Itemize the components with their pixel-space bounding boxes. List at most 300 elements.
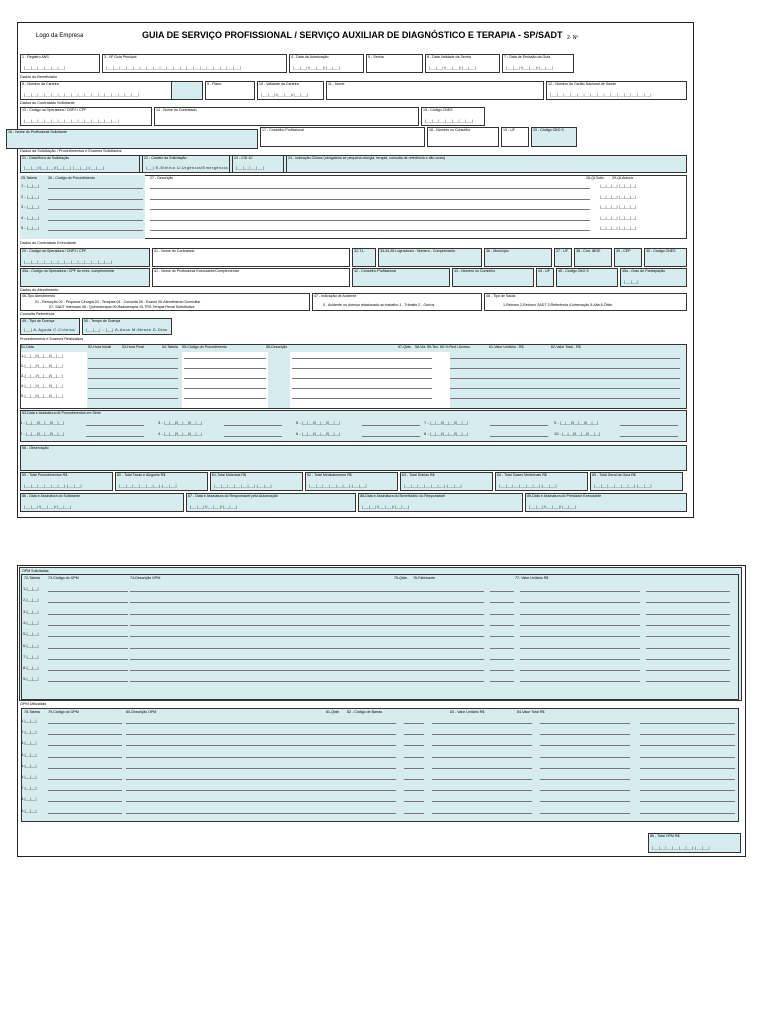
signature-label: 88-Data e Assinatura do Beneficiário ou Responsável — [360, 494, 446, 498]
data-hora-solicitacao-field[interactable]: 21 - Data/Hora da Solicitação |__|__|/|__|__|/|__|__| |__|__|:|__|__| — [20, 155, 140, 173]
opm-uti-row-descricao-line[interactable] — [126, 813, 396, 814]
solicitado-row-descricao-line[interactable] — [150, 199, 590, 200]
opm-uti-row-tabela[interactable]: 9-|__|__| — [21, 807, 37, 813]
exec-nome-contratado-field[interactable]: 31 - Nome do Contratado — [152, 248, 350, 267]
total-value: |__|__|__|__|__|__|,|__|__| — [214, 483, 272, 488]
solicitado-row-codigo-line[interactable] — [48, 188, 143, 189]
realizado-row-valor-line[interactable] — [450, 368, 680, 369]
total-opm-field[interactable]: 85 - Total OPM R$ |__|__|__|__|__|__|,|__|__| — [648, 833, 741, 853]
opm-uti-row-codigo-line[interactable] — [48, 745, 122, 746]
solicitado-row-tabela[interactable]: 3 - |__|__| — [21, 204, 39, 209]
guide-number: 2- Nº — [567, 35, 579, 41]
plano-field[interactable]: 9 - Plano — [205, 81, 255, 100]
opm-sol-row-tabela[interactable]: 2-|__|__| — [23, 597, 39, 603]
serie-date[interactable]: 1 - |__|__|/|__|__|/|__|__| — [20, 420, 65, 425]
total-label: 64 - Total Gases Medicinais R$ — [497, 473, 547, 477]
exec-grau-participacao-field[interactable]: 45a - Grau de Participação |__|__| — [620, 268, 687, 287]
opm-uti-row-unit-line[interactable] — [540, 745, 630, 746]
realizado-row-data[interactable]: 3-|__|__|/|__|__|/|__|__| — [21, 373, 63, 378]
opm-uti-row-codigo-line[interactable] — [48, 723, 122, 724]
serie-signature-line[interactable] — [362, 436, 420, 437]
opm-sol-row-valor-line[interactable] — [646, 602, 730, 603]
opm-uti-row-codigo-line[interactable] — [48, 790, 122, 791]
total-value: |__|__|__|__|__|__|,|__|__| — [309, 483, 367, 488]
opm-sol-header: 77- Valor Unitário R$ — [515, 576, 549, 580]
opm-sol-row-tabela[interactable]: 9-|__|__| — [23, 676, 39, 682]
opm-sol-row-codigo-line[interactable] — [48, 625, 128, 626]
total-value: |__|__|__|__|__|__|,|__|__| — [594, 483, 652, 488]
total-label: 61-Total Materiais R$ — [212, 473, 246, 477]
opm-solicitadas-panel: OPM Solicitadas — [19, 567, 742, 701]
real-header-red: 60-% Red./ Acresc. — [440, 345, 471, 349]
opm-uti-row-descricao-line[interactable] — [126, 790, 396, 791]
opm-sol-row-tabela[interactable]: 4-|__|__| — [23, 619, 39, 625]
solicitado-row-tabela[interactable]: 4 - |__|__| — [21, 214, 39, 220]
real-header-descricao: 56-Descrição — [266, 345, 288, 349]
guia-principal-field[interactable]: 3 - Nº Guia Principal |__|__|__|__|__|__|__|__|__|__|__|__|__|__|__|__|__|__|__|__| — [102, 54, 287, 73]
opm-uti-row-codigo-line[interactable] — [48, 813, 122, 814]
opm-sol-row-qtde-line[interactable] — [490, 636, 514, 637]
serie-signature-line[interactable] — [362, 425, 420, 426]
opm-sol-row-codigo-line[interactable] — [48, 602, 128, 603]
numero-carteira-field[interactable]: 8 - Número da Carteira |__|__|__|__|__|__|__|__|__|__|__|__|__|__|__|__|__| — [20, 81, 203, 100]
opm-sol-row-fabricante-line[interactable] — [520, 625, 640, 626]
realizado-row-data[interactable]: 1-|__|__|/|__|__|/|__|__| — [21, 353, 63, 358]
solicitado-row-qty[interactable]: |__|__|__| |__|__|__| — [600, 214, 637, 220]
solicitado-row-tabela[interactable]: 2 - |__|__| — [21, 193, 39, 199]
serie-signature-line[interactable] — [224, 425, 282, 426]
opm-uti-row-descricao-line[interactable] — [126, 801, 396, 802]
total-label: 60 - Total Taxas e Aluguéis R$ — [117, 473, 166, 477]
nome-beneficiario-field[interactable]: 11 - Nome — [326, 81, 544, 100]
opm-sol-row-fabricante-line[interactable] — [520, 648, 640, 649]
opm-sol-header: 74-Descrição OPM — [130, 576, 161, 580]
realizados-date-col — [21, 352, 87, 408]
serie-date[interactable]: 5 - |__|__|/|__|__|/|__|__| — [296, 420, 341, 425]
registro-ans-field[interactable]: 1 - Registro ANS |__|__|__|__|__|__| — [20, 54, 100, 73]
opm-uti-row-codigo-line[interactable] — [48, 757, 122, 758]
opm-uti-row-codigo-line[interactable] — [48, 768, 122, 769]
opm-sol-row-descricao-line[interactable] — [130, 636, 484, 637]
realizado-row-hora-line[interactable] — [88, 388, 178, 389]
solicitado-row-qty[interactable]: |__|__|__| |__|__|__| — [600, 183, 637, 188]
real-header-valor-unit: 61-Valor Unitário - R$ — [489, 345, 524, 349]
realizados-code-col — [182, 352, 268, 408]
data-autorizacao-field[interactable]: 4 - Data da Autorização |__|__|/|__|__|/|__|__| — [289, 54, 364, 73]
opm-sol-row-codigo-line[interactable] — [48, 636, 128, 637]
opm-uti-row-unit-line[interactable] — [540, 790, 630, 791]
opm-uti-row-tabela[interactable]: 3-|__|__| — [21, 740, 37, 746]
opm-sol-header: 73-Código do OPM — [48, 576, 79, 580]
opm-uti-row-qtde-line[interactable] — [404, 734, 424, 735]
opm-uti-row-qtde-line[interactable] — [404, 779, 424, 780]
exec-cbos-field[interactable]: 45 - Código CBO S — [556, 268, 618, 287]
opm-uti-header: 78-Tabela — [24, 710, 40, 714]
real-header-tec: 59-Tec. — [427, 345, 439, 349]
opm-sol-row-fabricante-line[interactable] — [520, 614, 640, 615]
opm-uti-row-descricao-line[interactable] — [126, 723, 396, 724]
opm-uti-row-tabela[interactable]: 1-|__|__| — [21, 718, 37, 723]
opm-sol-row-fabricante-line[interactable] — [520, 670, 640, 671]
total-field[interactable] — [590, 472, 683, 491]
opm-sol-row-tabela[interactable]: 1-|__|__| — [23, 586, 39, 591]
total-field[interactable] — [495, 472, 588, 491]
opm-sol-row-descricao-line[interactable] — [130, 659, 484, 660]
opm-uti-row-barras-line[interactable] — [432, 745, 532, 746]
opm-uti-row-total-line[interactable] — [640, 734, 735, 735]
opm-uti-row-tabela[interactable]: 8-|__|__| — [21, 796, 37, 802]
opm-uti-header: 81-Qtde. — [326, 710, 340, 714]
signature-field[interactable] — [186, 493, 356, 512]
tipo-atendimento-field[interactable]: 46-Tipo Atendimento 01 - Remoção 02 - Pequena Cirurgia 03 - Terapias 04 - Consulta 05 - Exame 06-Atendimento Domiciliar 07- SADT Internado 08 - Quimioterapia 09-Radioterapia 10-TRS-Terapia Renal Substitutiva — [20, 293, 310, 311]
opm-uti-header: 79-Código do OPM — [48, 710, 79, 714]
opm-uti-row-descricao-line[interactable] — [126, 757, 396, 758]
total-label: 59 - Total Procedimentos R$ — [22, 473, 68, 477]
total-value: |__|__|__|__|__|__|,|__|__| — [119, 483, 177, 488]
realizado-row-valor-line[interactable] — [450, 378, 680, 379]
opm-uti-row-unit-line[interactable] — [540, 757, 630, 758]
opm-uti-row-codigo-line[interactable] — [48, 779, 122, 780]
validade-carteira-field[interactable]: 10 - Validade da Carteira |__|__|/|__|__|/|__|__| — [257, 81, 324, 100]
opm-sol-row-fabricante-line[interactable] — [520, 602, 640, 603]
total-label: 65 - Total Geral da Guia R$ — [592, 473, 636, 477]
real-header-data: 51-Data — [21, 345, 34, 349]
realizado-row-hora-line[interactable] — [88, 378, 178, 379]
opm-uti-row-total-line[interactable] — [640, 723, 735, 724]
page-title: GUIA DE SERVIÇO PROFISSIONAL / SERVIÇO AUXILIAR DE DIAGNÓSTICO E TERAPIA - SP/SADT — [142, 30, 563, 40]
uf-field[interactable]: 19 - UF — [501, 127, 529, 147]
opm-sol-row-qtde-line[interactable] — [490, 670, 514, 671]
opm-uti-row-tabela[interactable]: 5-|__|__| — [21, 762, 37, 768]
solicitado-row-qty[interactable]: |__|__|__| |__|__|__| — [600, 225, 637, 230]
opm-uti-row-unit-line[interactable] — [540, 779, 630, 780]
signature-label: 87 - Data e Assinatura do Responsável pela Autorização — [188, 494, 278, 498]
opm-uti-header: 84-Valor Total R$ — [517, 710, 545, 714]
solicitado-row-descricao-line[interactable] — [150, 230, 590, 231]
opm-sol-row-qtde-line[interactable] — [490, 602, 514, 603]
opm-sol-row-valor-line[interactable] — [646, 670, 730, 671]
serie-signature-line[interactable] — [86, 436, 144, 437]
realizado-row-valor-line[interactable] — [450, 398, 680, 399]
opm-uti-row-qtde-line[interactable] — [404, 801, 424, 802]
opm-uti-row-barras-line[interactable] — [432, 723, 532, 724]
opm-sol-row-valor-line[interactable] — [646, 625, 730, 626]
opm-sol-row-qtde-line[interactable] — [490, 625, 514, 626]
opm-sol-header: 72-Tabela — [24, 576, 40, 580]
total-label: 63 - Total Diárias R$ — [402, 473, 435, 477]
opm-uti-row-unit-line[interactable] — [540, 723, 630, 724]
opm-utilizadas-table — [21, 708, 739, 822]
solicitado-row-descricao-line[interactable] — [150, 188, 590, 189]
opm-uti-row-total-line[interactable] — [640, 757, 735, 758]
carteira-highlight — [171, 81, 203, 100]
tempo-doenca-field[interactable]: 50 - Tempo de Doença |__|__| - |__| A-Anos M-Meses D-Dias — [82, 318, 172, 335]
total-value: |__|__|__|__|__|__|,|__|__| — [24, 483, 82, 488]
opm-uti-row-unit-line[interactable] — [540, 734, 630, 735]
total-field[interactable] — [210, 472, 303, 491]
serie-signature-line[interactable] — [620, 425, 678, 426]
realizado-row-data[interactable]: 5-|__|__|/|__|__|/|__|__| — [21, 393, 63, 398]
serie-date[interactable]: 7 - |__|__|/|__|__|/|__|__| — [424, 420, 469, 425]
senha-field[interactable]: 5 - Senha — [366, 54, 423, 73]
realizado-row-descricao-line[interactable] — [292, 398, 432, 399]
realizado-row-hora-line[interactable] — [88, 368, 178, 369]
exec-complementar-field[interactable]: 40a - Código na Operadora / CPF do exec. complementar — [20, 268, 150, 287]
realizado-row-descricao-line[interactable] — [292, 378, 432, 379]
real-header-tabela: 54-Tabela — [162, 345, 178, 349]
tipo-doenca-field[interactable]: 49 - Tipo de Doença |__| A-Aguda C-Crônica — [20, 318, 80, 335]
opm-uti-row-total-line[interactable] — [640, 801, 735, 802]
opm-sol-row-fabricante-line[interactable] — [520, 636, 640, 637]
solicitado-row-qty[interactable]: |__|__|__| |__|__|__| — [600, 204, 637, 209]
cid-10-field[interactable]: 23 - CID 10 |__|__|__|__| — [232, 155, 284, 173]
opm-sol-row-valor-line[interactable] — [646, 614, 730, 615]
realizado-row-hora-line[interactable] — [88, 358, 178, 359]
opm-sol-row-valor-line[interactable] — [646, 681, 730, 682]
opm-uti-row-qtde-line[interactable] — [404, 813, 424, 814]
solicitado-row-qty[interactable]: |__|__|__| |__|__|__| — [600, 193, 637, 199]
serie-date[interactable]: 10 - |__|__|/|__|__|/|__|__| — [554, 431, 601, 436]
opm-sol-row-valor-line[interactable] — [646, 636, 730, 637]
validade-senha-field[interactable]: 6 - Data Validade da Senha |__|__|/|__|__|/|__|__| — [425, 54, 500, 73]
indicacao-acidente-field[interactable]: 47 - Indicação de Acidente 0 - Acidente ou doença relacionado ao trabalho 1 - Trânsito 2 - Outros — [312, 293, 482, 311]
opm-sol-row-qtde-line[interactable] — [490, 681, 514, 682]
opm-sol-row-descricao-line[interactable] — [130, 591, 484, 592]
opm-uti-row-qtde-line[interactable] — [404, 745, 424, 746]
exec-uf-field[interactable]: 37 - UF — [554, 248, 572, 267]
opm-uti-row-barras-line[interactable] — [432, 779, 532, 780]
opm-uti-row-unit-line[interactable] — [540, 813, 630, 814]
opm-sol-row-fabricante-line[interactable] — [520, 659, 640, 660]
serie-signature-line[interactable] — [490, 425, 548, 426]
data-emissao-field[interactable]: 7 - Data de Emissão da Guia |__|__|/|__|__|/|__|__| — [502, 54, 574, 73]
opm-sol-row-valor-line[interactable] — [646, 648, 730, 649]
solicitado-row-tabela[interactable]: 5 - |__|__| — [21, 225, 39, 230]
opm-uti-row-total-line[interactable] — [640, 768, 735, 769]
opm-uti-row-tabela[interactable]: 4-|__|__| — [21, 751, 37, 757]
solicitado-row-codigo-line[interactable] — [48, 230, 143, 231]
indicacao-clinica-field[interactable]: 24 - Indicação Clínica (obrigatório se pequena cirurgia, terapia, consulta de referência e alto custo) — [286, 155, 687, 173]
opm-uti-row-qtde-line[interactable] — [404, 757, 424, 758]
serie-date[interactable]: 8 - |__|__|/|__|__|/|__|__| — [424, 431, 469, 436]
exec-ibge-field[interactable]: 38 - Cód. IBGE — [574, 248, 612, 267]
opm-uti-header: 83 - Valor Unitário R$ — [450, 710, 485, 714]
serie-signature-line[interactable] — [224, 436, 282, 437]
signature-field[interactable] — [525, 493, 687, 512]
col-header-qt-autoriz: 29-Qt.Autoriz — [612, 176, 634, 180]
signature-label: 86 - Data e Assinatura do Solicitante — [22, 494, 81, 498]
exec-cep-field[interactable]: 39 - CEP — [614, 248, 642, 267]
codigo-operadora-field[interactable]: 13 - Código na Operadora / CNPJ / CPF |__|__|__|__|__|__|__|__|__|__|__|__|__|__| — [20, 107, 152, 126]
exec-uf2-field[interactable]: 44 - UF — [536, 268, 554, 287]
real-header-via: 58-Via — [415, 345, 426, 349]
signature-field[interactable] — [20, 493, 184, 512]
exec-codigo-operadora-field[interactable]: 29 - Código na Operadora / CNPJ / CPF |__|__|__|__|__|__|__|__|__|__|__|__|__| — [20, 248, 150, 267]
realizado-row-valor-line[interactable] — [450, 358, 680, 359]
cbos-field[interactable]: 20 - Código CBO S — [531, 127, 577, 147]
opm-sol-row-tabela[interactable]: 3-|__|__| — [23, 608, 39, 614]
cartao-nacional-field[interactable]: 12 - Número do Cartão Nacional de Saúde |__|__|__|__|__|__|__|__|__|__|__|__|__|__|__| — [546, 81, 687, 100]
opm-uti-row-descricao-line[interactable] — [126, 745, 396, 746]
company-logo: Logo da Empresa — [36, 33, 84, 39]
serie-signature-line[interactable] — [86, 425, 144, 426]
exec-numero-conselho-field[interactable]: 43 - Número no Conselho — [452, 268, 534, 287]
total-value: |__|__|__|__|__|__|,|__|__| — [404, 483, 462, 488]
exec-municipio-field[interactable]: 36 - Município — [484, 248, 552, 267]
opm-uti-row-total-line[interactable] — [640, 813, 735, 814]
opm-uti-row-codigo-line[interactable] — [48, 801, 122, 802]
signature-field[interactable] — [358, 493, 523, 512]
profissional-solicitante-field[interactable]: 16 - Nome do Profissional Solicitante — [6, 129, 258, 149]
real-header-hora-final: 53-Hora Final — [122, 345, 144, 349]
realizado-row-valor-line[interactable] — [450, 388, 680, 389]
realizado-row-codigo-line[interactable] — [184, 358, 266, 359]
cnes-field[interactable]: 15 - Código CNES |__|__|__|__|__|__|__| — [421, 107, 485, 126]
total-field[interactable] — [305, 472, 398, 491]
opm-sol-row-qtde-line[interactable] — [490, 659, 514, 660]
realizado-row-codigo-line[interactable] — [184, 368, 266, 369]
col-header-codigo: 26 - Código do Procedimento — [48, 176, 95, 180]
opm-sol-row-qtde-line[interactable] — [490, 648, 514, 649]
real-header-qtde: 57-Qtde. — [398, 345, 412, 349]
section-contratado-executante: Dados do Contratado Executante — [20, 241, 77, 245]
real-header-valor-total: 62-Valor Total - R$ — [551, 345, 581, 349]
realizado-row-codigo-line[interactable] — [184, 398, 266, 399]
serie-date[interactable]: 2 - |__|__|/|__|__|/|__|__| — [20, 431, 65, 436]
opm-uti-row-barras-line[interactable] — [432, 734, 532, 735]
solicitado-row-descricao-line[interactable] — [150, 220, 590, 221]
serie-date[interactable]: 4 - |__|__|/|__|__|/|__|__| — [158, 431, 203, 436]
solicitado-row-descricao-line[interactable] — [150, 209, 590, 210]
observacao-field[interactable]: 58 - Observação — [20, 445, 687, 471]
exec-cnes-field[interactable]: 40 - Código CNES — [644, 248, 687, 267]
conselho-profissional-field[interactable]: 17 - Conselho Profissional — [260, 127, 425, 147]
exec-tl-field[interactable]: 32-T.L. — [352, 248, 376, 267]
opm-sol-row-codigo-line[interactable] — [48, 648, 128, 649]
serie-date[interactable]: 6 - |__|__|/|__|__|/|__|__| — [296, 431, 341, 436]
realizado-row-data[interactable]: 4-|__|__|/|__|__|/|__|__| — [21, 383, 63, 388]
opm-uti-row-tabela[interactable]: 2-|__|__| — [21, 729, 37, 735]
opm-sol-row-qtde-line[interactable] — [490, 591, 514, 592]
opm-sol-row-codigo-line[interactable] — [48, 659, 128, 660]
serie-date[interactable]: 9 - |__|__|/|__|__|/|__|__| — [554, 420, 599, 425]
numero-conselho-field[interactable]: 18 - Número no Conselho — [427, 127, 499, 147]
opm-uti-row-barras-line[interactable] — [432, 790, 532, 791]
opm-uti-row-total-line[interactable] — [640, 779, 735, 780]
total-field[interactable] — [20, 472, 113, 491]
section-beneficiario: Dados do Beneficiário — [20, 75, 58, 79]
realizados-desc-col — [290, 352, 450, 408]
opm-uti-row-descricao-line[interactable] — [126, 779, 396, 780]
total-field[interactable] — [115, 472, 208, 491]
section-consulta: Consulta Referência — [20, 312, 55, 316]
opm-sol-row-valor-line[interactable] — [646, 659, 730, 660]
opm-sol-row-qtde-line[interactable] — [490, 614, 514, 615]
opm-uti-row-unit-line[interactable] — [540, 801, 630, 802]
opm-sol-row-tabela[interactable]: 5-|__|__| — [23, 631, 39, 637]
opm-sol-row-fabricante-line[interactable] — [520, 591, 640, 592]
opm-sol-row-codigo-line[interactable] — [48, 614, 128, 615]
serie-signature-line[interactable] — [490, 436, 548, 437]
opm-uti-row-total-line[interactable] — [640, 745, 735, 746]
realizado-row-hora-line[interactable] — [88, 398, 178, 399]
opm-sol-header: 76-Fabricante — [413, 576, 436, 580]
serie-signature-line[interactable] — [620, 436, 678, 437]
solicitado-row-tabela[interactable]: 1 - |__|__| — [21, 183, 39, 188]
opm-sol-row-descricao-line[interactable] — [130, 625, 484, 626]
opm-sol-row-codigo-line[interactable] — [48, 670, 128, 671]
opm-sol-row-valor-line[interactable] — [646, 591, 730, 592]
opm-uti-row-barras-line[interactable] — [432, 768, 532, 769]
opm-uti-row-qtde-line[interactable] — [404, 790, 424, 791]
solicitado-row-codigo-line[interactable] — [48, 209, 143, 210]
opm-uti-row-barras-line[interactable] — [432, 757, 532, 758]
opm-sol-row-tabela[interactable]: 8-|__|__| — [23, 665, 39, 671]
opm-uti-row-unit-line[interactable] — [540, 768, 630, 769]
opm-uti-row-qtde-line[interactable] — [404, 768, 424, 769]
opm-uti-header: 82 - Código de Barras — [347, 710, 383, 714]
opm-uti-header: 80-Descrição OPM — [126, 710, 157, 714]
exec-conselho-field[interactable]: 42 - Conselho Profissional — [352, 268, 450, 287]
realizado-row-descricao-line[interactable] — [292, 388, 432, 389]
serie-date[interactable]: 3 - |__|__|/|__|__|/|__|__| — [158, 420, 203, 425]
opm-uti-row-total-line[interactable] — [640, 790, 735, 791]
section-procedimentos: Procedimentos e Exames Realizados — [20, 337, 84, 341]
section-contratado-solicitante: Dados do Contratado Solicitante — [20, 101, 75, 105]
tipo-saida-field[interactable]: 48 - Tipo de Saída 1-Retorno 2-Retorno SADT 3-Referência 4-Internação 5-Alta 6-Óbito — [484, 293, 687, 311]
solicitado-row-codigo-line[interactable] — [48, 220, 143, 221]
nome-contratado-field[interactable]: 14 - Nome do Contratado — [154, 107, 419, 126]
opm-sol-row-descricao-line[interactable] — [130, 681, 484, 682]
solicitado-row-codigo-line[interactable] — [48, 199, 143, 200]
total-label: 62 - Total Medicamentos R$ — [307, 473, 352, 477]
col-header-qt-solic: 28-Qt.Solic. — [586, 176, 605, 180]
total-field[interactable] — [400, 472, 493, 491]
opm-uti-row-descricao-line[interactable] — [126, 734, 396, 735]
opm-sol-row-tabela[interactable]: 7-|__|__| — [23, 653, 39, 659]
serie-panel: 53-Data e Assinatura de Procedimentos em Série — [20, 410, 687, 442]
exec-logradouro-field[interactable]: 33-34-35 Logradouro - Número - Complemento — [378, 248, 482, 267]
realizado-row-codigo-line[interactable] — [184, 388, 266, 389]
opm-uti-row-codigo-line[interactable] — [48, 734, 122, 735]
opm-uti-row-barras-line[interactable] — [432, 813, 532, 814]
opm-utilizadas-title: OPM Utilizadas — [20, 702, 47, 706]
realizado-row-descricao-line[interactable] — [292, 368, 432, 369]
opm-sol-row-codigo-line[interactable] — [48, 681, 128, 682]
opm-uti-row-tabela[interactable]: 7-|__|__| — [21, 785, 37, 791]
opm-sol-row-tabela[interactable]: 6-|__|__| — [23, 642, 39, 648]
realizado-row-descricao-line[interactable] — [292, 358, 432, 359]
opm-sol-row-descricao-line[interactable] — [130, 614, 484, 615]
realizado-row-codigo-line[interactable] — [184, 378, 266, 379]
carater-solicitacao-field[interactable]: 22 - Caráter da Solicitação |__| E-Eletiva U-Urgência/Emergência — [142, 155, 230, 173]
opm-uti-row-tabela[interactable]: 6-|__|__| — [21, 774, 37, 779]
col-header-descricao: 27 - Descrição — [150, 176, 174, 180]
real-header-hora-inicial: 52-Hora Inicial — [88, 345, 112, 349]
signature-date: |__|__|/|__|__|/|__|__| — [529, 504, 577, 509]
realizado-row-data[interactable]: 2-|__|__|/|__|__|/|__|__| — [21, 363, 63, 368]
opm-sol-row-descricao-line[interactable] — [130, 602, 484, 603]
exec-profissional-field[interactable]: 41 - Nome do Profissional Executante/Complementar — [152, 268, 350, 287]
opm-sol-row-descricao-line[interactable] — [130, 670, 484, 671]
opm-uti-row-qtde-line[interactable] — [404, 723, 424, 724]
opm-uti-row-barras-line[interactable] — [432, 801, 532, 802]
signature-label: 89-Data e Assinatura do Prestador Executante — [527, 494, 602, 498]
opm-sol-row-fabricante-line[interactable] — [520, 681, 640, 682]
opm-sol-row-descricao-line[interactable] — [130, 648, 484, 649]
opm-uti-row-descricao-line[interactable] — [126, 768, 396, 769]
opm-sol-row-codigo-line[interactable] — [48, 591, 128, 592]
